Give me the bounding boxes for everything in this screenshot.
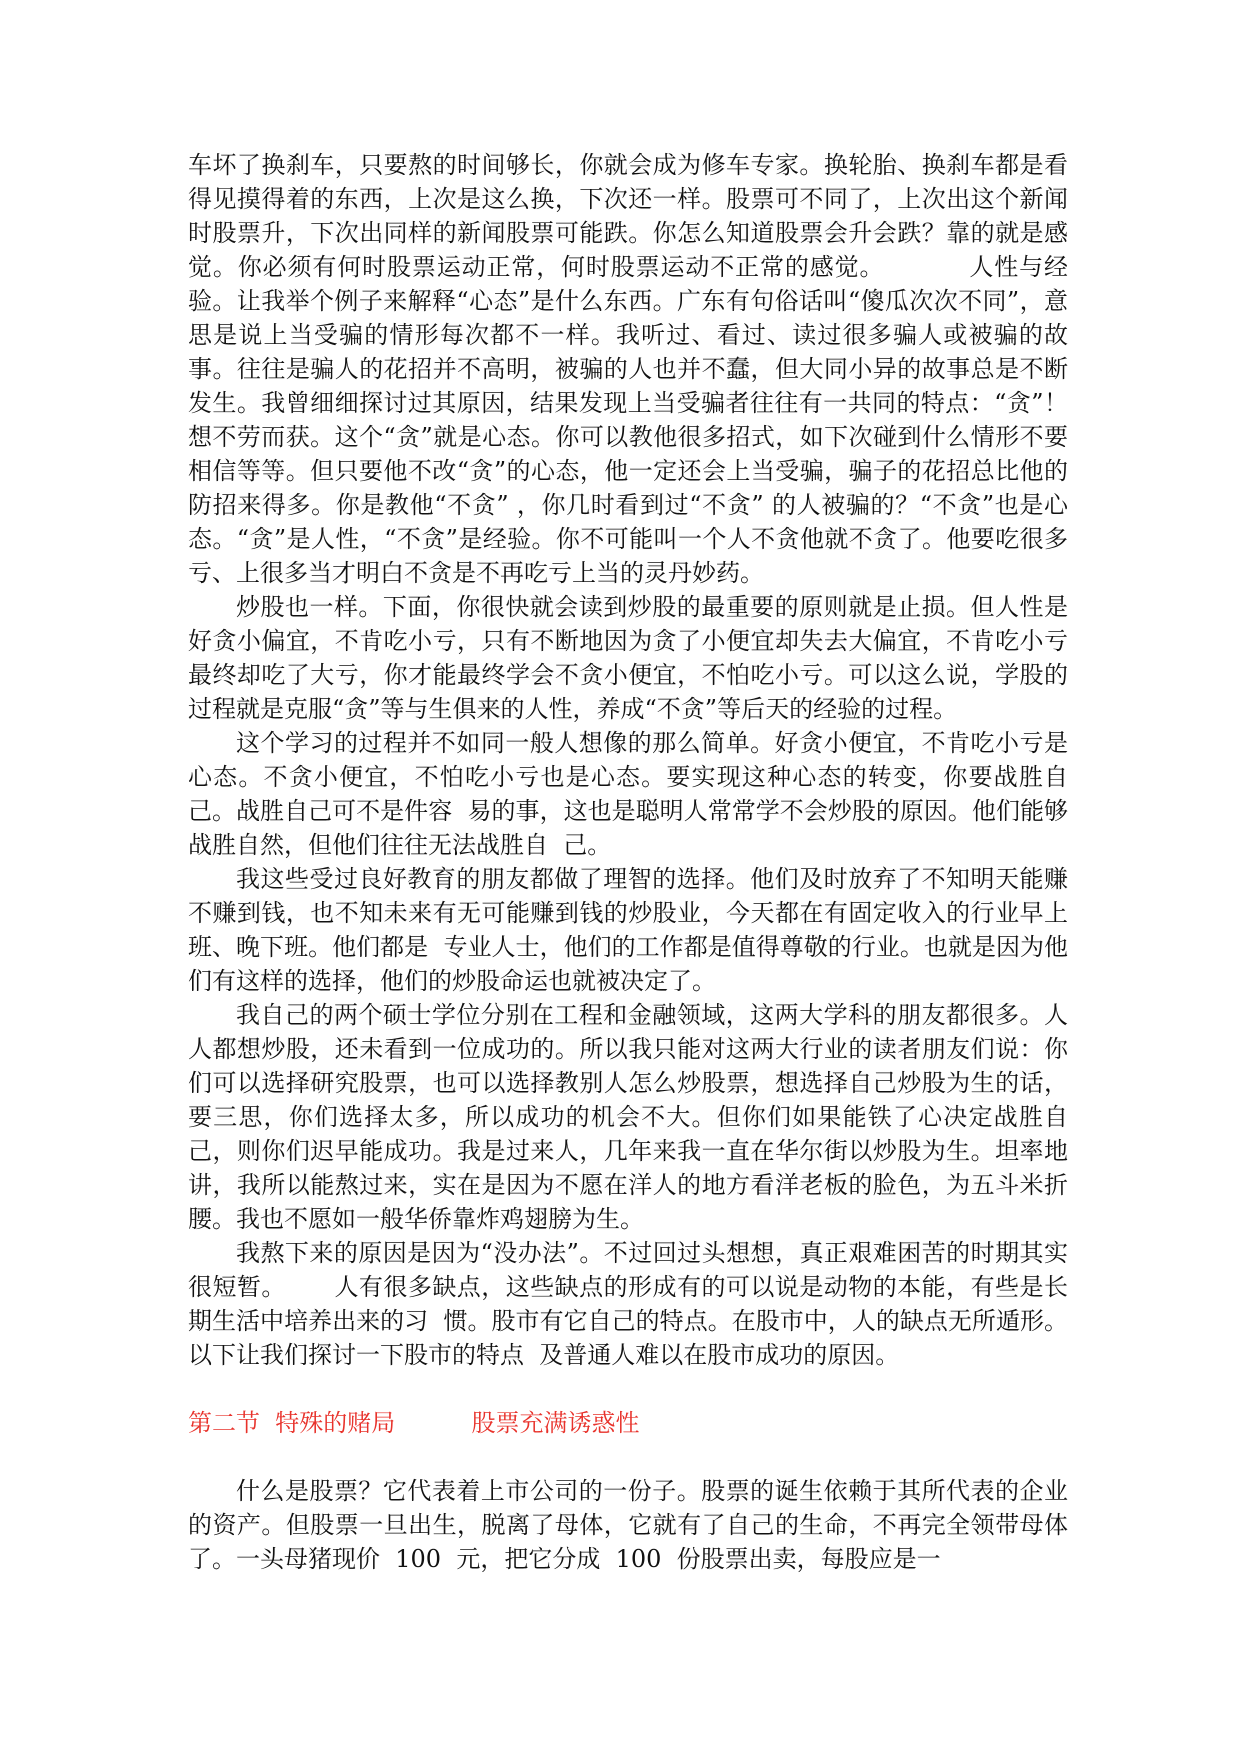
section-heading: 第二节 特殊的赌局 股票充满诱惑性: [188, 1409, 640, 1437]
body-paragraph-5: 我自己的两个硕士学位分别在工程和金融领域，这两大学科的朋友都很多。人人都想炒股，还未看到一位成功的。所以我只能对这两大行业的读者朋友们说：你们可以选择研究股票，也可以选择教别人怎么炒股票，想选择自己炒股为生的话，要三思，你们选择太多，所以成功的机会不大。但你们如果能铁了心决定战胜自己，则你们迟早能成功。我是过来人，几年来我一直在华尔街以炒股为生。坦率地讲，我所以能熬过来，实在是因为不愿在洋人的地方看洋老板的脸色，为五斗米折腰。我也不愿如一般华侨靠炸鸡翅膀为生。: [188, 1001, 1068, 1233]
body-paragraph-7: 什么是股票？它代表着上市公司的一份子。股票的诞生依赖于其所代表的企业的资产。但股票一旦出生，脱离了母体，它就有了自己的生命，不再完全领带母体了。一头母猪现价 100 元，把它分成 100 份股票出卖，每股应是一: [188, 1477, 1068, 1573]
body-paragraph-4: 我这些受过良好教育的朋友都做了理智的选择。他们及时放弃了不知明天能赚不赚到钱，也不知未来有无可能赚到钱的炒股业，今天都在有固定收入的行业早上班、晚下班。他们都是 专业人士，他们的工作都是值得尊敬的行业。也就是因为他们有这样的选择，他们的炒股命运也就被决定了。: [188, 865, 1068, 995]
body-paragraph-6: 我熬下来的原因是因为“没办法”。不过回过头想想，真正艰难困苦的时期其实很短暂。 人有很多缺点，这些缺点的形成有的可以说是动物的本能，有些是长期生活中培养出来的习 惯。股市有它自己的特点。在股市中，人的缺点无所遁形。以下让我们探讨一下股市的特点 及普通人难以在股市成功的原因。: [188, 1239, 1068, 1369]
body-paragraph-1: 车坏了换刹车，只要熬的时间够长，你就会成为修车专家。换轮胎、换刹车都是看得见摸得着的东西，上次是这么换，下次还一样。股票可不同了，上次出这个新闻时股票升，下次出同样的新闻股票可能跌。你怎么知道股票会升会跌？靠的就是感觉。你必须有何时股票运动正常，何时股票运动不正常的感觉。 人性与经验。让我举个例子来解释“心态”是什么东西。广东有句俗话叫“傻瓜次次不同”，意思是说上当受骗的情形每次都不一样。我听过、看过、读过很多骗人或被骗的故事。往往是骗人的花招并不高明，被骗的人也并不蠢，但大同小异的故事总是不断发生。我曾细细探讨过其原因，结果发现上当受骗者往往有一共同的特点：“贪”！想不劳而获。这个“贪”就是心态。你可以教他很多招式，如下次碰到什么情形不要相信等等。但只要他不改“贪”的心态，他一定还会上当受骗，骗子的花招总比他的防招来得多。你是教他“不贪” ，你几时看到过“不贪” 的人被骗的？“不贪”也是心态。“贪”是人性，“不贪”是经验。你不可能叫一个人不贪他就不贪了。他要吃很多亏、上很多当才明白不贪是不再吃亏上当的灵丹妙药。: [188, 151, 1068, 587]
document-page: [188, 148, 1068, 1576]
body-paragraph-2: 炒股也一样。下面，你很快就会读到炒股的最重要的原则就是止损。但人性是好贪小偏宜，不肯吃小亏，只有不断地因为贪了小便宜却失去大偏宜，不肯吃小亏最终却吃了大亏，你才能最终学会不贪小便宜，不怕吃小亏。可以这么说，学股的过程就是克服“贪”等与生俱来的人性，养成“不贪”等后天的经验的过程。: [188, 593, 1068, 723]
body-paragraph-3: 这个学习的过程并不如同一般人想像的那么简单。好贪小便宜，不肯吃小亏是心态。不贪小便宜，不怕吃小亏也是心态。要实现这种心态的转变，你要战胜自己。战胜自己可不是件容 易的事，这也是聪明人常常学不会炒股的原因。他们能够战胜自然，但他们往往无法战胜自 己。: [188, 729, 1068, 859]
